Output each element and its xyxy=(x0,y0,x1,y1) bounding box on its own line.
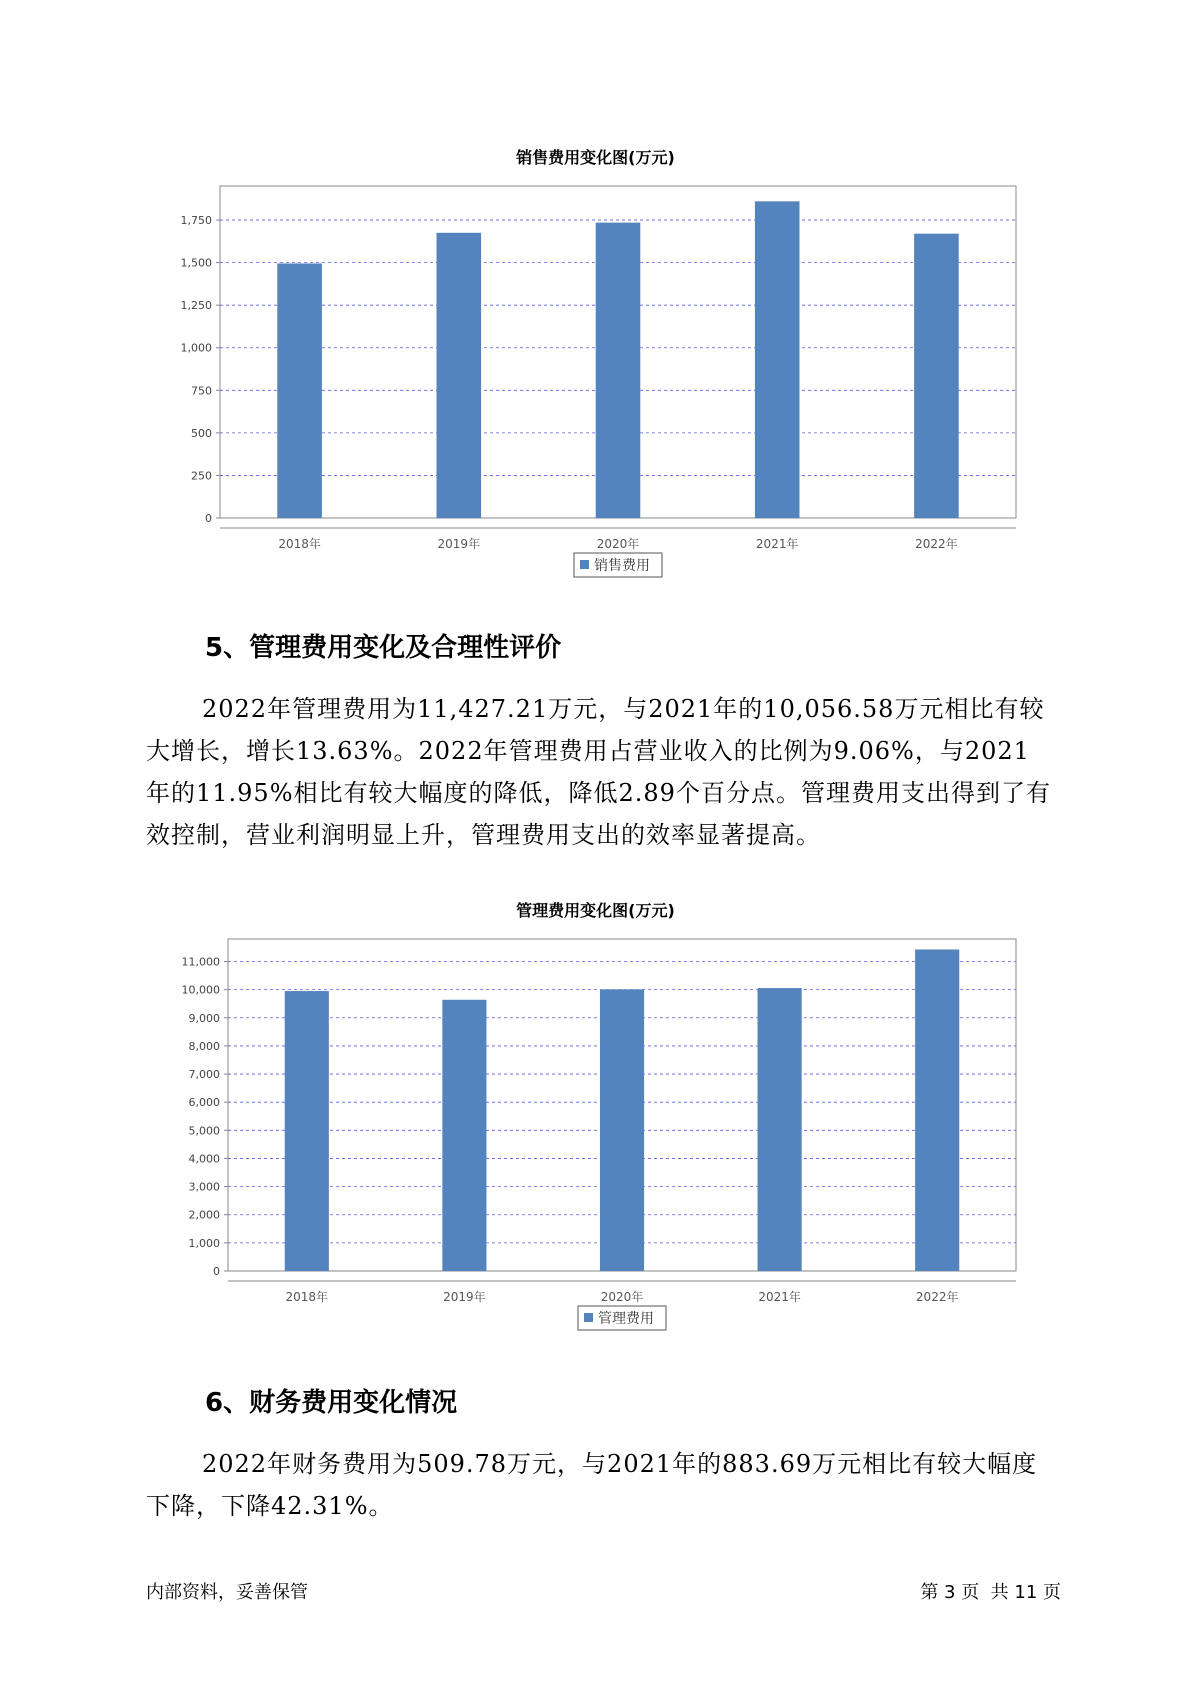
bar xyxy=(914,234,959,518)
y-tick-label: 1,250 xyxy=(180,299,212,313)
x-tick-label: 2022年 xyxy=(915,537,958,551)
y-tick-label: 11,000 xyxy=(181,955,220,969)
y-tick-label: 250 xyxy=(191,469,212,483)
y-tick-label: 0 xyxy=(205,512,212,525)
y-tick-label: 7,000 xyxy=(188,1068,220,1082)
y-tick-label: 1,000 xyxy=(180,341,212,355)
x-tick-label: 2021年 xyxy=(758,1290,801,1304)
bar xyxy=(915,949,959,1271)
section-heading-5: 5、管理费用变化及合理性评价 xyxy=(205,633,562,663)
x-tick-label: 2019年 xyxy=(437,537,481,551)
legend xyxy=(574,553,662,577)
y-tick-label: 1,000 xyxy=(188,1236,220,1250)
y-tick-label: 10,000 xyxy=(181,983,220,997)
y-tick-label: 8,000 xyxy=(188,1039,220,1053)
y-tick-label: 0 xyxy=(213,1265,220,1278)
bar xyxy=(600,989,644,1271)
x-tick-label: 2021年 xyxy=(755,537,799,551)
bar xyxy=(277,263,322,518)
chart-title-sales: 销售费用变化图(万元) xyxy=(516,148,675,167)
y-tick-label: 3,000 xyxy=(188,1180,220,1194)
sales-expense-chart xyxy=(0,180,1191,600)
footer-confidential: 内部资料，妥善保管 xyxy=(146,1582,308,1603)
legend-label: 销售费用 xyxy=(594,558,650,574)
x-tick-label: 2019年 xyxy=(443,1290,486,1304)
x-tick-label: 2020年 xyxy=(596,537,640,551)
y-tick-label: 5,000 xyxy=(188,1124,220,1138)
x-tick-label: 2022年 xyxy=(915,1290,959,1304)
section-heading-6: 6、财务费用变化情况 xyxy=(205,1388,458,1418)
bar xyxy=(755,201,800,518)
legend-label: 管理费用 xyxy=(598,1311,654,1327)
admin-expense-chart xyxy=(0,933,1191,1353)
x-tick-label: 2018年 xyxy=(278,537,321,551)
x-tick-label: 2018年 xyxy=(285,1290,329,1304)
legend-swatch xyxy=(584,1313,593,1322)
y-tick-label: 1,500 xyxy=(180,256,212,270)
section-5-paragraph: 2022年管理费用为11,427.21万元，与2021年的10,056.58万元相比有较大增长，增长13.63%。2022年管理费用占营业收入的比例为9.06%，与2021年的11.95%相比有较大幅度的降低，降低2.89个百分点。管理费用支出得到了有效控制，营业利润明显上升，管理费用支出的效率显著提高。 xyxy=(146,695,1051,849)
section-6-paragraph: 2022年财务费用为509.78万元，与2021年的883.69万元相比有较大幅度下降，下降42.31%。 xyxy=(146,1450,1038,1520)
y-tick-label: 500 xyxy=(191,426,212,440)
x-tick-label: 2020年 xyxy=(600,1290,644,1304)
bar xyxy=(758,988,802,1271)
y-tick-label: 6,000 xyxy=(188,1096,220,1110)
footer-page-number: 第 3 页 共 11 页 xyxy=(920,1582,1061,1603)
legend xyxy=(578,1306,666,1330)
y-tick-label: 2,000 xyxy=(188,1208,220,1222)
bar xyxy=(442,1000,486,1271)
bar xyxy=(596,223,641,518)
bar xyxy=(285,991,329,1271)
y-tick-label: 750 xyxy=(191,384,212,398)
chart-title-admin: 管理费用变化图(万元) xyxy=(516,901,675,920)
legend-swatch xyxy=(580,560,589,569)
bar xyxy=(437,233,482,518)
y-tick-label: 1,750 xyxy=(180,214,212,228)
y-tick-label: 4,000 xyxy=(188,1152,220,1166)
y-tick-label: 9,000 xyxy=(188,1011,220,1025)
